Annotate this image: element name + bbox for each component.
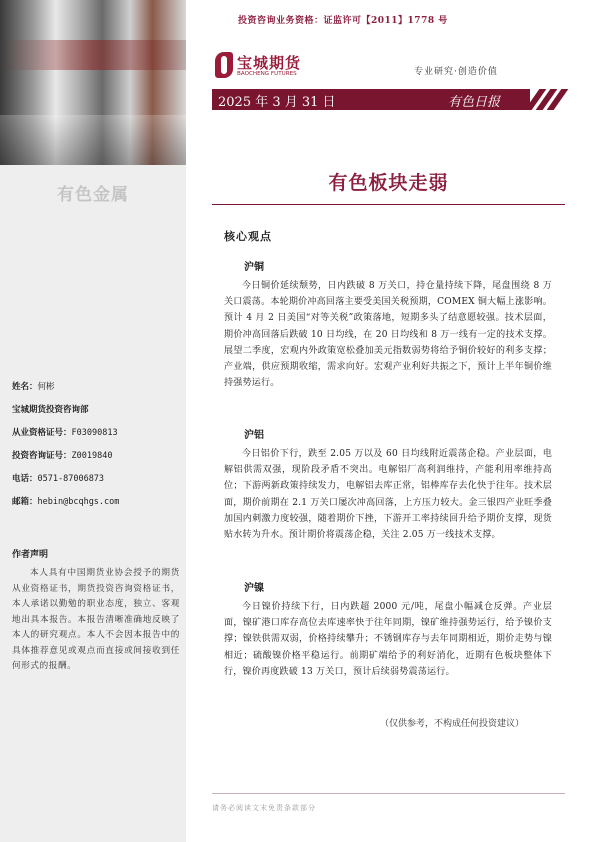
report-banner: [212, 89, 565, 110]
author-department: 宝城期货投资咨询部: [12, 405, 89, 415]
title-divider: [212, 204, 565, 205]
author-statement-heading: 作者声明: [12, 550, 49, 560]
slogan: 专业研究·创造价值: [414, 67, 498, 77]
sidebar: [0, 0, 186, 842]
section-heading: 核心观点: [224, 230, 272, 243]
author-statement: [12, 547, 180, 675]
aluminum-section: [224, 426, 552, 543]
author-name: 姓名：何彬: [12, 382, 55, 392]
disclaimer-note: （仅供参考，不构成任何投资建议）: [380, 719, 525, 729]
copper-heading: 沪铜: [244, 262, 264, 273]
qualification-number: 从业资格证号：F03090813: [12, 428, 118, 438]
author-contact: [12, 380, 182, 518]
company-logo: [215, 52, 325, 82]
nickel-heading: 沪镍: [244, 583, 264, 594]
report-type: 有色日报: [448, 95, 501, 110]
logo-en-text: BAOCHENG FUTURES: [237, 71, 297, 77]
footer-text: 请务必阅读文末免责条款部分: [212, 804, 316, 812]
author-email[interactable]: 邮箱：hebin@bcqhgs.com: [12, 497, 120, 507]
nickel-text: 今日镍价持续下行，日内跌超 2000 元/吨，尾盘小幅减仓反弹。产业层面，镍矿港口库存高位去库速率快于往年同期，镍矿维持强势运行，给予镍价支撑；镍铁供需双弱，价格持续攀升；不锈钢库存与去年同期相近，期价走势与镍相近；硫酸镍价格平稳运行。前期矿端给予的利好消化，近期有色板块整体下行，镍价再度跌破 13 万关口，预计后续弱势震荡运行。: [224, 602, 552, 677]
sector-label: 有色金属: [57, 185, 129, 205]
author-phone: 电话：0571-87006873: [12, 474, 105, 484]
logo-cn-text: 宝城期货: [237, 54, 302, 72]
logo-icon: [215, 52, 233, 78]
report-title: 有色板块走弱: [328, 172, 449, 194]
report-date: 2025 年 3 月 31 日: [218, 95, 336, 110]
copper-section: [224, 258, 552, 391]
aluminum-heading: 沪铝: [244, 430, 264, 441]
copper-text: 今日铜价延续颓势，日内跌破 8 万关口，持仓量持续下降，尾盘围绕 8 万关口震荡。本轮期价冲高回落主要受美国关税预期，COMEX 铜大幅上涨影响。预计 4 月 2 日美国“对等关税”政策落地，短期多头了结意愿较强。技术层面，期价冲高回落后跌破 10 日均线，在 20 日均线和 8 万一线有一定的技术支撑。展望二季度，宏观内外政策宽松叠加美元指数弱势将给予铜价较好的利多支撑；产业端，供应预期收缩，需求向好。宏观产业利好共振之下，预计上半年铜价维持强势运行。: [224, 281, 552, 389]
consulting-number: 投资咨询证号：Z0019840: [12, 451, 113, 461]
footer-divider: [212, 793, 565, 794]
header-photo: [0, 0, 186, 165]
license-line: 投资咨询业务资格：证监许可【2011】1778 号: [238, 16, 448, 26]
nickel-section: [224, 579, 552, 680]
aluminum-text: 今日铝价下行，跌至 2.05 万以及 60 日均线附近震荡企稳。产业层面，电解铝供需双强，现阶段矛盾不突出。电解铝厂高利润维持，产能利用率维持高位；下游两新政策持续发力，电解铝去库正常，铝棒库存去化快于往年。技术层面，期价前期在 2.1 万关口屡次冲高回落，上方压力较大。金三银四产业旺季叠加国内刺激力度较强，随着期价下挫，下游开工率持续回升给予期价支撑，现货贴水转为升水。预计期价将震荡企稳，关注 2.05 万一线技术支撑。: [224, 449, 552, 541]
author-statement-text: 本人具有中国期货业协会授予的期货从业资格证书，期货投资咨询资格证书，本人承诺以勤勉的职业态度，独立、客观地出具本报告。本报告清晰准确地反映了本人的研究观点。本人不会因本报告中的具体推荐意见或观点而直接或间接收到任何形式的报酬。: [12, 568, 180, 671]
